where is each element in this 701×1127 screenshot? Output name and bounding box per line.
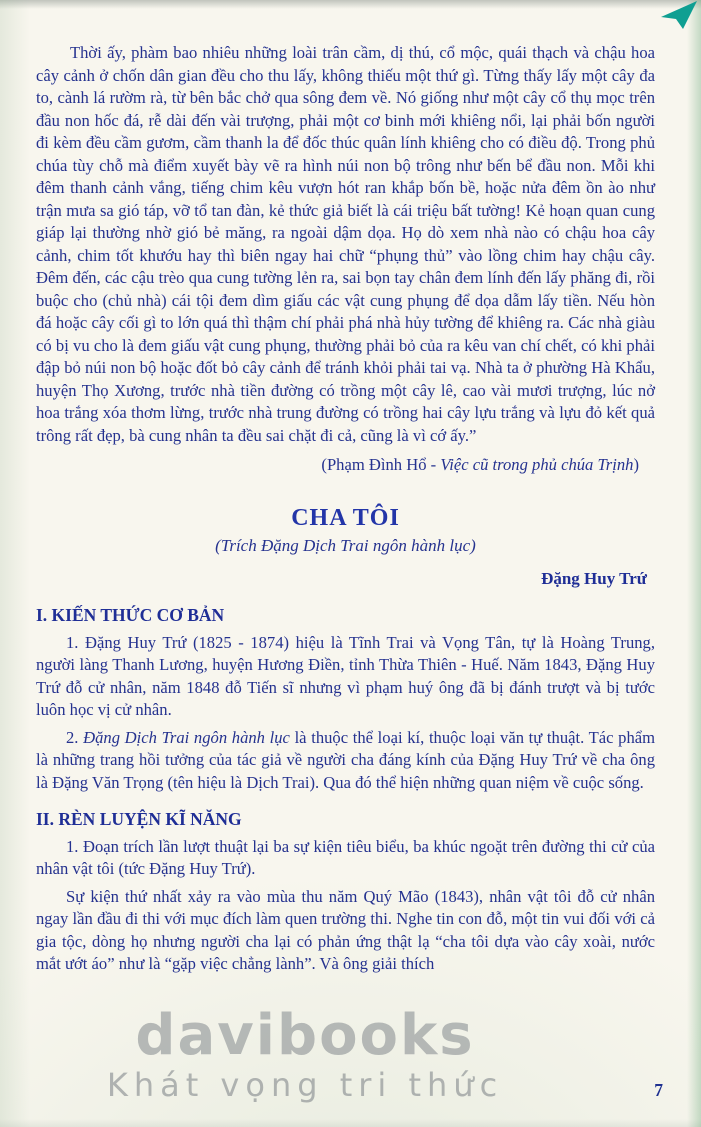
attribution-work-title: Việc cũ trong phủ chúa Trịnh [440, 455, 634, 474]
excerpt-paragraph: Thời ấy, phàm bao nhiêu những loài trân cầm, dị thú, cổ mộc, quái thạch và chậu hoa cây cảnh ở chốn dân gian đều cho thu lấy, không thiếu một thứ gì. Từng thấy lấy một cây đa to, cành lá rườm rà, từ bên bắc chở qua sông đem về. Nó giống như một cây cổ thụ mọc trên đầu non hốc đá, rễ dài đến vài trượng, phải một cơ binh mới khiêng nổi, lại phải bốn người đi kèm đều cầm gươm, cầm thanh la để đốc thúc quân lính khiêng cho có điều độ. Trong phủ chúa tùy chỗ mà điểm xuyết bày vẽ ra hình núi non bộ trông như bến bể đầu non. Mỗi khi đêm thanh cảnh vắng, tiếng chim kêu vượn hót ran khắp bốn bề, hoặc nửa đêm ồn ào như trận mưa sa gió táp, vỡ tổ tan đàn, kẻ thức giả biết là cái triệu bất tường! Kẻ hoạn quan cung giáp lại thường nhờ gió bẻ măng, ra ngoài dậm dọa. Họ dò xem nhà nào có chậu hoa cây cảnh, chim tốt khướu hay thì biên ngay hai chữ “phụng thủ” vào lồng chim hay chậu cây. Đêm đến, các cậu trèo qua cung tường lẻn ra, sai bọn tay chân đem lính đến lấy phăng đi, rồi buộc cho (chủ nhà) cái tội đem dìm giấu các vật cung phụng để dọa dẫm lấy tiền. Nếu hòn đá hoặc cây cối gì to lớn quá thì thậm chí phải phá nhà hủy tường để khiêng ra. Các nhà giàu có bị vu cho là đem giấu vật cung phụng, thường phải bỏ của ra kêu van chí chết, có khi phải đập bỏ núi non bộ hoặc đốt bỏ cây cảnh để tránh khỏi phải tai vạ. Nhà ta ở phường Hà Khẩu, huyện Thọ Xương, trước nhà tiền đường có trồng một cây lê, cao vài mươi trượng, lúc nở hoa trắng xóa thơm lừng, trước nhà trung đường có trồng hai cây lựu trắng và lựu đỏ kết quả trông rất đẹp, bà cung nhân ta đều sai chặt đi cả, cũng là vì cớ ấy.” [36, 43, 655, 445]
ren-luyen-paragraph-2: Sự kiện thứ nhất xảy ra vào mùa thu năm Quý Mão (1843), nhân vật tôi đỗ cử nhân ngay lần đầu đi thi với mục đích làm quen trường thi. Nghe tin con đỗ, một tin vui đối với cả gia tộc, dòng họ nhưng người cha lại có phản ứng thật lạ “cha tôi dựa vào cây xoài, nước mắt ướt áo” như là “gặp việc chẳng lành”. Và ông giải thích [36, 886, 655, 973]
attribution-close: ) [633, 455, 639, 474]
lesson-subtitle [36, 535, 655, 558]
section-heading-ren-luyen: II. RÈN LUYỆN KĨ NĂNG [36, 809, 242, 829]
page-content [36, 42, 655, 976]
section-heading-kien-thuc: I. KIẾN THỨC CƠ BẢN [36, 605, 225, 625]
ren-luyen-paragraph-1: 1. Đoạn trích lần lượt thuật lại ba sự kiện tiêu biểu, ba khúc ngoặt trên đường thi cử của nhân vật tôi (tức Đặng Huy Trứ). [36, 836, 655, 878]
subtitle-work-title: Đặng Dịch Trai ngôn hành lục [260, 536, 471, 555]
attribution-author: (Phạm Đình Hổ - [321, 455, 441, 474]
watermark [70, 1003, 540, 1104]
paragraph-2-number: 2. [66, 727, 84, 747]
watermark-brand: davibooks [135, 1003, 475, 1068]
kien-thuc-paragraph-2 [36, 727, 655, 795]
paragraph-2-text: là thuộc thể loại kí, thuộc loại văn tự thuật. Tác phẩm là những trang hồi tưởng của tác giả về người cha đáng kính của Đặng Huy Trứ về cha ông là Đặng Văn Trọng (tên hiệu là Dịch Trai). Qua đó thể hiện những quan niệm về cuộc sống. [36, 727, 656, 792]
corner-arrow-icon[interactable] [659, 0, 699, 30]
watermark-slogan: Khát vọng tri thức [106, 1066, 504, 1104]
lesson-author: Đặng Huy Trứ [541, 568, 647, 588]
kien-thuc-paragraph-1: 1. Đặng Huy Trứ (1825 - 1874) hiệu là Tĩnh Trai và Vọng Tân, tự là Hoàng Trung, người làng Thanh Lương, huyện Hương Điền, tỉnh Thừa Thiên - Huế. Năm 1843, Đặng Huy Trứ đỗ cử nhân, năm 1848 đỗ Tiến sĩ nhưng vì phạm huý ông đã bị đánh trượt và bị tước luôn học vị cử nhân. [36, 632, 655, 719]
subtitle-suffix: ) [470, 536, 476, 555]
lesson-title: CHA TÔI [291, 504, 400, 531]
subtitle-prefix: (Trích [215, 536, 261, 555]
excerpt-attribution [36, 454, 639, 477]
page-number: 7 [654, 1080, 663, 1100]
paragraph-2-work-title: Đặng Dịch Trai ngôn hành lục [83, 727, 290, 747]
